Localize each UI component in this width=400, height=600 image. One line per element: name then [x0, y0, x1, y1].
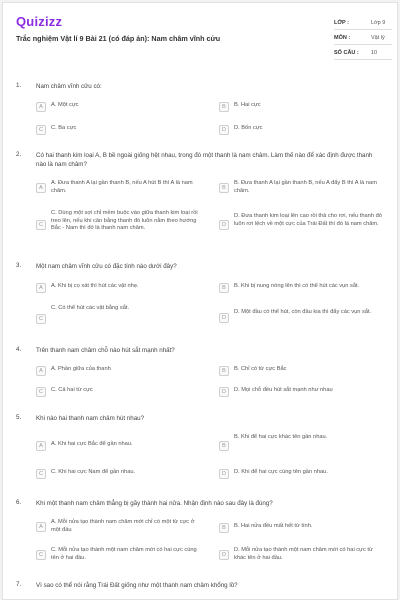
option-letter: C — [36, 220, 46, 230]
meta-value: Lớp 9 — [371, 20, 386, 26]
option-b[interactable] — [219, 283, 394, 293]
option-text: B. Chỉ có từ cực Bắc — [234, 366, 287, 372]
option-a[interactable] — [36, 441, 201, 451]
option-a[interactable] — [36, 180, 201, 195]
quizizz-logo: Quizizz — [16, 14, 63, 29]
option-text: A. Khi hai cực Bắc để gần nhau. — [51, 441, 133, 447]
option-d[interactable] — [219, 547, 384, 562]
meta-label: SỐ CÂU : — [334, 50, 359, 56]
option-b[interactable] — [219, 102, 384, 112]
option-text: A. Phần giữa của thanh — [51, 366, 111, 372]
option-text: A. Mỗi nửa tạo thành nam châm mới chỉ có một từ cực ở một đầu — [51, 519, 195, 533]
option-letter: D — [219, 220, 229, 230]
option-letter: A — [36, 522, 46, 532]
option-letter: D — [219, 125, 229, 135]
question-number: 4. — [16, 346, 22, 353]
question-number: 5. — [16, 414, 22, 421]
option-b[interactable] — [219, 366, 384, 376]
option-letter: D — [219, 313, 229, 323]
option-letter: C — [36, 387, 46, 397]
meta-value: Vật lý — [371, 35, 385, 41]
meta-divider — [334, 44, 392, 45]
option-a[interactable] — [36, 102, 201, 112]
option-a[interactable] — [36, 283, 201, 293]
option-letter: D — [219, 469, 229, 479]
question-text: Vì sao có thể nói rằng Trái Đất giống như một thanh nam châm khổng lồ? — [36, 582, 238, 589]
option-text: B. Đưa thanh A lại gần thanh B, nếu A đẩy B thì A là nam châm. — [234, 180, 377, 194]
option-text: B. Khi để hai cực khác tên gần nhau. — [234, 434, 328, 440]
question-text: Nam châm vĩnh cửu có: — [36, 83, 102, 90]
option-a[interactable] — [36, 519, 201, 534]
option-b[interactable] — [219, 434, 384, 451]
question-number: 7. — [16, 581, 22, 588]
option-letter: A — [36, 366, 46, 376]
option-d[interactable] — [219, 213, 384, 230]
option-text: B. Khi bị nung nóng lên thì có thể hút các vụn sắt. — [234, 283, 360, 289]
option-text: C. Khi hai cực Nam để gần nhau. — [51, 469, 136, 475]
option-letter: C — [36, 314, 46, 324]
option-letter: A — [36, 183, 46, 193]
option-letter: D — [219, 387, 229, 397]
option-text: C. Cả hai từ cực — [51, 387, 93, 393]
option-letter: B — [219, 441, 229, 451]
question-text: Trên thanh nam châm chỗ nào hút sắt mạnh nhất? — [36, 347, 175, 354]
meta-label: LỚP : — [334, 20, 349, 26]
question-text: Một nam châm vĩnh cửu có đặc tính nào dưới đây? — [36, 263, 177, 270]
option-letter: A — [36, 441, 46, 451]
question-number: 6. — [16, 499, 22, 506]
worksheet-page — [2, 2, 398, 600]
meta-divider — [334, 59, 392, 60]
option-c[interactable] — [36, 125, 201, 135]
option-text: D. Bốn cực — [234, 125, 263, 131]
option-text: D. Mọi chỗ đều hút sắt mạnh như nhau — [234, 387, 333, 393]
option-text: D. Một đầu có thể hút, còn đầu kia thì đẩy các vụn sắt. — [234, 309, 372, 315]
option-letter: A — [36, 283, 46, 293]
option-c[interactable] — [36, 305, 201, 324]
option-b[interactable] — [219, 180, 384, 195]
option-letter: A — [36, 102, 46, 112]
option-text: D. Khi để hai cực cùng tên gần nhau. — [234, 469, 328, 475]
option-text: C. Ba cực — [51, 125, 77, 131]
option-c[interactable] — [36, 547, 201, 562]
option-c[interactable] — [36, 210, 201, 233]
option-text: D. Mỗi nửa tạo thành một nam châm mới có hai cực từ khác tên ở hai đầu. — [234, 547, 373, 561]
question-number: 1. — [16, 82, 22, 89]
meta-label: MÔN : — [334, 35, 351, 41]
option-text: A. Một cực — [51, 102, 79, 108]
option-c[interactable] — [36, 469, 201, 479]
option-text: D. Đưa thanh kim loại lên cao rồi thả cho rơi, nếu thanh đó luôn rơi lệch về một cực của Trái Đất thì đó là nam châm. — [234, 213, 382, 227]
option-text: C. Mỗi nửa tạo thành một nam châm mới có hai cực cùng tên ở hai đầu. — [51, 547, 197, 561]
option-text: B. Hai nửa đều mất hết từ tính. — [234, 523, 313, 529]
option-text: B. Hai cực — [234, 102, 261, 108]
meta-divider — [334, 29, 392, 30]
option-b[interactable] — [219, 523, 384, 533]
option-letter: B — [219, 283, 229, 293]
option-letter: C — [36, 125, 46, 135]
question-text: Khi một thanh nam châm thẳng bị gãy thành hai nửa. Nhận định nào sau đây là đúng? — [36, 500, 273, 507]
option-text: A. Khi bị cọ xát thì hút các vật nhẹ. — [51, 283, 139, 289]
option-letter: C — [36, 469, 46, 479]
option-text: A. Đưa thanh A lại gần thanh B, nếu A hút B thì A là nam châm. — [51, 180, 193, 194]
option-letter: B — [219, 183, 229, 193]
option-d[interactable] — [219, 125, 384, 135]
option-d[interactable] — [219, 469, 384, 479]
option-letter: B — [219, 366, 229, 376]
option-letter: C — [36, 550, 46, 560]
option-letter: B — [219, 523, 229, 533]
question-text: Có hai thanh kim loại A, B bề ngoài giống hệt nhau, trong đó một thanh là nam châm. Làm thế nào để xác định được thanh nào là nam châm? — [36, 152, 373, 168]
option-a[interactable] — [36, 366, 201, 376]
question-text: Khi nào hai thanh nam châm hút nhau? — [36, 415, 145, 422]
option-d[interactable] — [219, 387, 384, 397]
page-title: Trắc nghiệm Vật lí 9 Bài 21 (có đáp án): Nam châm vĩnh cửu — [16, 34, 221, 43]
option-c[interactable] — [36, 387, 201, 397]
option-letter: B — [219, 102, 229, 112]
question-number: 2. — [16, 151, 22, 158]
option-text: C. Dùng một sợi chỉ mềm buộc vào giữa thanh kim loại rồi treo lên, nếu khi cân bằng thanh đó luôn nằm theo hướng Bắc - Nam thì đó là thanh nam châm. — [51, 210, 198, 232]
meta-value: 10 — [371, 50, 378, 56]
option-d[interactable] — [219, 309, 384, 323]
option-text: C. Có thể hút các vật bằng sắt. — [51, 305, 130, 311]
option-letter: D — [219, 550, 229, 560]
question-number: 3. — [16, 262, 22, 269]
